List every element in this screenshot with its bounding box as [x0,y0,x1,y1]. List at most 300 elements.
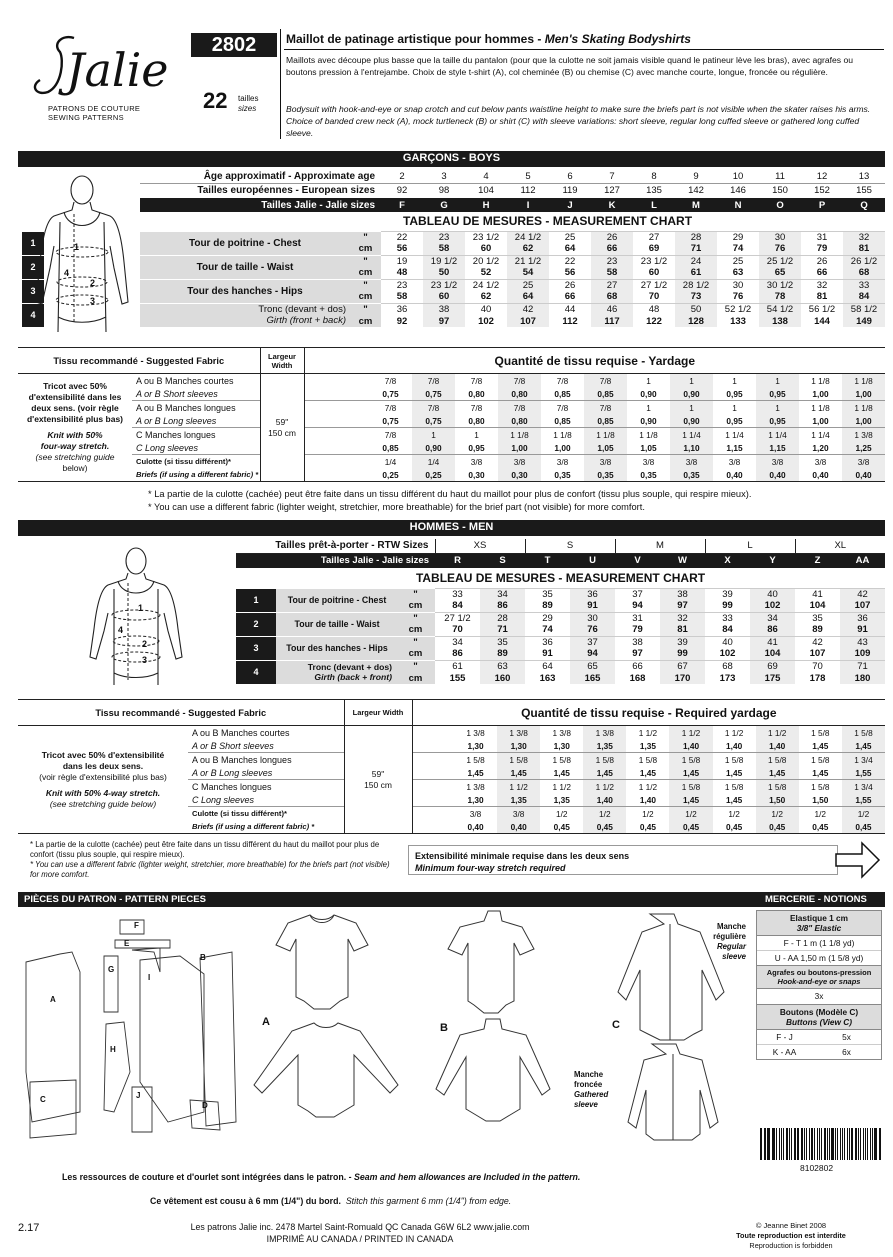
fabric-line: four-way stretch. [40,441,110,451]
table-row [236,588,885,600]
yardage-cell: 0,45 [756,820,799,834]
yardage-cell: 7/8 [556,402,569,413]
table-row [18,468,885,482]
yardage-row-label: C Long sleeves [192,794,255,805]
brand-sub1: PATRONS DE COUTURE [48,104,141,113]
fabric-line: deux sens. (voir règle [31,403,119,413]
yardage-cell: 0,45 [583,820,626,834]
yardage-unit [304,468,369,482]
yardage-cell: 1,05 [640,442,657,453]
barcode-bar [829,1128,830,1160]
measure-cell: 34 [435,636,480,648]
measure-cell: 92 [396,315,408,327]
barcode-bar [849,1128,850,1160]
measure-cell: 23 [381,279,423,291]
yardage-cell: 0,85 [584,414,627,428]
yardage-cell: 1/2 [642,808,654,819]
measure-cell: 35 [795,612,840,624]
jalie-size-cell: F [399,199,405,211]
yardage-cell: 1,50 [756,793,799,807]
eu-cell: 142 [688,185,704,197]
hooks-qty: 3x [757,989,881,1005]
barcode-bar [855,1128,857,1160]
eu-cell: 150 [772,185,788,197]
yardage-cell: 1 3/8 [497,726,540,740]
yardage-cell: 0,40 [497,820,540,834]
table-row [18,414,885,428]
measure-cell: 165 [570,672,615,684]
barcode-bar [801,1128,803,1160]
measure-cell: 173 [719,672,736,684]
measure-number: 2 [236,613,276,636]
measure-cell: 170 [660,672,705,684]
table-row [18,428,885,442]
yardage-cell: 0,90 [640,388,657,399]
barcode-bar [797,1128,798,1160]
jalie-size-cell: L [651,199,657,211]
yardage-cell: 0,45 [812,821,829,832]
barcode-bar [764,1128,765,1160]
yardage-row-label: A ou B Manches longues [136,402,236,413]
measure-cell: 160 [480,672,525,684]
table-row [140,231,885,243]
measure-cell: 65 [759,267,801,279]
table-row [236,660,885,672]
stretch-box [408,845,838,875]
measure-cell: 64 [564,243,576,255]
yardage-cell: 1 [412,428,455,442]
age-cell: 3 [441,170,447,182]
measure-cell: 54 1/2 [759,303,801,315]
measure-cell: 58 [396,291,408,303]
sleeve-regular-en2: sleeve [722,952,746,961]
measure-cell: 60 [480,243,492,255]
measure-cell: 104 [750,648,795,660]
barcode-icon [760,1128,882,1160]
yardage-row-label: Briefs (if using a different fabric) * [136,470,259,479]
measure-cell: 30 [717,279,759,291]
fabric-line: (see stretching guide [35,452,115,462]
yardage-cell: 1,40 [583,793,626,807]
measure-cell: 41 [795,588,840,600]
table-row [236,612,885,624]
barcode-bar [844,1128,846,1160]
yardage-unit [304,387,369,401]
men-note-en: * You can use a different fabric (lighter weight, stretchier, more breathable) for the briefs part (not visible) for more comfort. [30,860,390,879]
yardage-cell: 1,45 [842,739,885,753]
unit-cell: " [350,303,381,315]
eu-cell: 152 [814,185,830,197]
boy-marker-1: 1 [74,242,80,252]
eu-cell: 119 [562,185,578,197]
barcode-bar [842,1128,843,1160]
width-line: 150 cm [268,427,296,438]
header-title [286,32,691,46]
measure-cell: 97 [660,600,705,612]
yardage-cell: 1,40 [756,739,799,753]
measure-cell: 37 [615,588,660,600]
sleeve-regular-fr2: régulière [713,932,746,941]
measure-cell: 41 [750,636,795,648]
eu-cell: 127 [604,185,620,197]
yardage-cell: 1 1/2 [669,726,712,740]
measure-cell: 94 [632,600,643,612]
yardage-cell: 1,15 [756,441,799,455]
width-line: 59" [275,416,289,427]
measure-cell: 71 [675,243,717,255]
table-row [236,636,885,648]
measure-cell: 86 [452,648,463,660]
sleeve-gathered-fr2: froncée [574,1080,603,1089]
fabric-line: Knit with 50% 4-way stretch. [45,787,161,798]
yardage-cell: 1,30 [467,794,484,805]
width-head: Largeur Width [260,348,304,374]
yardage-row-label: Briefs (if using a different fabric) * [192,822,315,831]
measure-cell: 25 [717,255,759,267]
measure-cell: 28 1/2 [675,279,717,291]
measure-cell: 64 [507,291,549,303]
yardage-unit [412,793,454,807]
yardage-cell: 0,90 [670,414,713,428]
yardage-cell: 0,80 [468,415,485,426]
yardage-cell: 1,45 [553,767,570,778]
yardage-cell: 1 1/2 [638,781,658,792]
footer-sewn-fr: Ce vêtement est cousu à 6 mm (1/4") du bord. [150,1196,341,1206]
piece-label-b: B [200,953,206,962]
measure-cell: 58 [423,243,465,255]
measure-cell: 78 [759,291,801,303]
sizes-box [191,84,277,124]
measure-cell: 40 [705,636,750,648]
measure-cell: 69 [648,243,660,255]
jalie-size-cell: H [482,199,490,211]
measure-cell: 102 [478,315,494,327]
table-row [140,170,885,183]
unit-cell: " [350,231,381,243]
measure-cell: 58 [591,267,633,279]
yardage-unit [412,820,454,834]
measure-cell: 70 [648,291,660,303]
barcode-bar [865,1128,866,1160]
yardage-row-label: A or B Long sleeves [192,767,273,778]
measure-label-text: Tour de taille - Waist [196,261,294,273]
yardage-cell: 1/2 [728,808,740,819]
hooks-en: Hook-and-eye or snaps [777,977,861,986]
yardage-unit [412,753,454,767]
yardage-cell: 3/8 [497,807,540,821]
barcode-bar [837,1128,839,1160]
yardage-cell: 1 1/8 [842,374,885,388]
yardage-cell: 3/8 [814,456,827,467]
fabric-head: Tissu recommandé - Suggested Fabric [53,355,225,366]
measure-cell: 107 [840,600,885,612]
measure-cell: 61 [435,660,480,672]
jalie-size-cell: S [499,555,506,567]
measure-cell: 112 [562,315,578,327]
yardage-cell: 1 5/8 [811,781,830,792]
measure-label [30,231,350,255]
measure-cell: 23 [591,255,633,267]
yardage-cell: 1 5/8 [497,753,540,767]
yardage-cell: 1 5/8 [638,754,658,765]
barcode-bar [791,1128,792,1160]
barcode-bar [767,1128,769,1160]
measure-cell: 39 [660,636,705,648]
measure-cell: 38 [660,588,705,600]
measure-cell: 22 [381,231,423,243]
measure-cell: 52 1/2 [717,303,759,315]
barcode-bar [798,1128,799,1160]
buttons-row-1 [757,1030,881,1045]
hooks-fr: Agrafes ou boutons-pression [766,968,872,977]
sleeve-gathered-en1: Gathered [574,1090,609,1099]
barcode-bar [827,1128,828,1160]
measure-cell: 31 [801,231,843,243]
yardage-cell: 1 3/8 [466,727,485,738]
table-row [18,455,885,469]
rtw-cell: XS [435,539,525,553]
footer-seam-en: Seam and hem allowances are Included in the pattern. [353,1172,581,1182]
measure-cell: 86 [480,600,525,612]
barcode-number: 8102802 [800,1163,834,1173]
piece-label-e: E [124,939,130,948]
measure-cell: 19 [381,255,423,267]
measure-cell: 43 [840,636,885,648]
measure-cell: 23 1/2 [465,231,507,243]
boy-marker-3: 3 [90,296,96,306]
pieces-title: PIÈCES DU PATRON - PATTERN PIECES [24,894,206,905]
boys-note-fr: * La partie de la culotte (cachée) peut être faite dans un tissu différent du haut du maillot pour plus de confort (tissu plus souple, qui respire mieux). [148,489,752,499]
measure-cell: 91 [840,624,885,636]
measure-cell: 28 [480,612,525,624]
yardage-cell: 1 3/8 [466,781,485,792]
barcode-bar [804,1128,806,1160]
measure-cell: 60 [648,267,660,279]
measure-cell: 35 [480,636,525,648]
unit-cell: " [396,636,435,648]
measure-cell: 91 [542,648,553,660]
buttons-row-2 [757,1045,881,1059]
jalie-size-cell: T [544,555,551,567]
boys-yardage-table [18,347,885,482]
measure-cell: 70 [452,624,463,636]
measure-label-text: Tour des hanches - Hips [286,643,388,653]
eu-cell: 104 [478,185,494,197]
chart-title: TABLEAU DE MESURES - MEASUREMENT CHART [402,214,693,229]
measure-cell: 29 [525,612,570,624]
measure-cell: 23 [423,231,465,243]
yardage-cell: 0,80 [498,414,541,428]
yardage-cell: 1 [732,375,737,386]
measure-cell: 26 [549,279,591,291]
jalie-size-cell: O [776,199,784,211]
measure-cell: 155 [449,672,466,684]
yardage-cell: 1 1/2 [756,726,799,740]
measure-label-text: Tour de taille - Waist [294,619,380,629]
jalie-size-cell: Y [769,555,776,567]
jalie-size-cell: M [692,199,700,211]
yardage-unit [304,441,369,455]
sleeve-gathered-label [574,1070,608,1110]
fabric-line: dans les deux sens. [62,760,144,771]
measure-cell: 44 [549,303,591,315]
rtw-cell: L [705,539,795,553]
sleeve-regular-fr1: Manche [716,922,746,931]
jalie-size-cell: G [440,199,448,211]
yardage-cell: 1,10 [670,441,713,455]
barcode-bar [789,1128,790,1160]
measure-cell: 138 [759,315,801,327]
fabric-line: Knit with 50% [47,430,103,440]
measure-cell: 37 [570,636,615,648]
measure-cell: 36 [840,612,885,624]
width-cell [344,726,412,834]
boys-bar: GARÇONS - BOYS [18,151,885,167]
measure-cell: 38 [423,303,465,315]
measure-cell: 63 [732,267,744,279]
table-row [140,303,885,315]
table-row [140,212,885,231]
buttons-row-2-sizes: K - AA [772,1047,797,1057]
measure-cell: 84 [722,624,733,636]
measure-cell: 23 1/2 [423,279,465,291]
measure-cell: 79 [816,243,828,255]
measure-cell: 68 [705,660,750,672]
yardage-cell: 1 1/8 [553,429,572,440]
desc-fr: Maillots avec découpe plus basse que la taille du pantalon (pour que la culotte ne soit jamais visible quand le patineur lève les bras), avec agrafes ou boutons pression à l'entrejambe. Choix de style t-shirt (A), col cheminée (B) ou chemise (C) avec manche courte, longue, froncée ou régulière. [286,55,854,77]
yardage-cell: 7/8 [498,374,541,388]
measure-cell: 26 [591,231,633,243]
measure-cell: 178 [809,672,826,684]
yardage-cell: 1 1/2 [724,727,744,738]
measure-cell: 168 [629,672,646,684]
yardage-unit [412,807,454,821]
table-row [140,255,885,267]
yardage-cell: 1,00 [554,442,571,453]
jalie-size-cell: P [818,199,826,211]
measure-cell: 56 [396,243,408,255]
pattern-pieces-diagram [20,912,245,1147]
elastic-fr: Elastique 1 cm [789,913,849,923]
yardage-cell: 0,95 [726,415,743,426]
pattern-number: 2802 [191,33,277,57]
buttons-fr: Boutons (Modèle C) [779,1007,859,1017]
footer-seam-fr: Les ressources de couture et d'ourlet sont intégrées dans le patron. - [62,1172,354,1182]
measure-cell: 27 [633,231,675,243]
yardage-cell: 0,85 [554,415,571,426]
title-underline [284,49,884,50]
yardage-cell: 0,85 [584,387,627,401]
measure-number: 3 [22,280,44,303]
width-cell [260,374,304,482]
fabric-line: below) [62,463,88,473]
measure-cell: 104 [809,600,826,612]
yardage-cell: 1,00 [842,414,885,428]
yardage-cell: 1,45 [467,767,484,778]
measure-cell: 109 [840,648,885,660]
measure-cell: 48 [633,303,675,315]
measure-cell: 56 1/2 [801,303,843,315]
jalie-size-cell: Q [860,199,868,211]
yardage-cell: 1 1/4 [756,428,799,442]
men-note-fr: * La partie de la culotte (cachée) peut être faite dans un tissu différent du haut du maillot pour plus de confort (tissu plus souple, qui respire mieux). [30,840,380,859]
yardage-cell: 0,75 [412,414,455,428]
measure-cell: 81 [660,624,705,636]
title-fr: Maillot de patinage artistique pour hommes - [286,32,545,46]
eu-cell: 146 [730,185,746,197]
yardage-cell: 1,45 [497,766,540,780]
version: 2.17 [18,1222,40,1234]
notions-panel [756,910,882,1060]
measure-cell: 24 1/2 [465,279,507,291]
yardage-cell: 1,05 [584,441,627,455]
yardage-cell: 1 5/8 [466,754,485,765]
measure-cell: 62 [507,243,549,255]
measure-cell: 36 [570,588,615,600]
measure-cell: 67 [660,660,705,672]
yardage-cell: 0,35 [640,469,657,480]
measure-cell: 66 [564,291,576,303]
yardage-cell: 1,55 [842,766,885,780]
unit-cell: cm [350,315,381,327]
yardage-cell: 0,90 [670,387,713,401]
man-marker-4: 4 [118,625,124,635]
yardage-cell: 1/2 [583,807,626,821]
measure-cell: 24 1/2 [507,231,549,243]
yardage-cell: 1/2 [555,808,568,819]
yardage-cell: 1,45 [756,766,799,780]
barcode-bar [863,1128,865,1160]
yardage-cell: 0,85 [382,442,399,453]
measure-cell: 63 [480,660,525,672]
yardage-cell: 1,20 [812,442,829,453]
measure-number: 1 [236,589,276,612]
yardage-cell: 0,90 [640,415,657,426]
yardage-cell: 7/8 [584,401,627,415]
man-marker-3: 3 [142,655,148,665]
piece-label-f: F [134,921,139,930]
measure-cell: 89 [812,624,823,636]
yardage-cell: 1/2 [669,807,712,821]
measure-cell: 73 [675,291,717,303]
measure-cell: 48 [396,267,408,279]
measure-cell: 76 [759,243,801,255]
table-row [18,374,885,388]
yardage-cell: 0,40 [467,821,484,832]
barcode-bar [806,1128,807,1160]
age-cell: 13 [858,170,870,182]
table-row [18,348,885,374]
barcode-bar [840,1128,841,1160]
yardage-row-label: C Manches longues [192,781,272,792]
jalie-size-cell: J [567,199,573,211]
yardage-cell: 1 1/8 [811,375,830,386]
yardage-cell: 0,35 [584,468,627,482]
yardage-row-label: A or B Long sleeves [136,415,217,426]
buttons-row-2-qty: 6x [842,1047,851,1057]
yardage-cell: 0,45 [669,820,712,834]
yardage-cell: 0,90 [412,441,455,455]
yardage-cell: 1,45 [583,766,626,780]
measure-cell: 117 [591,315,633,327]
measure-cell: 28 [675,231,717,243]
measure-cell: 27 1/2 [633,279,675,291]
fabric-line: d'extensibilité dans les [28,392,122,402]
yardage-cell: 1 1/2 [497,780,540,794]
measure-cell: 54 [507,267,549,279]
yardage-cell: 7/8 [384,402,397,413]
yardage-unit [304,428,369,442]
